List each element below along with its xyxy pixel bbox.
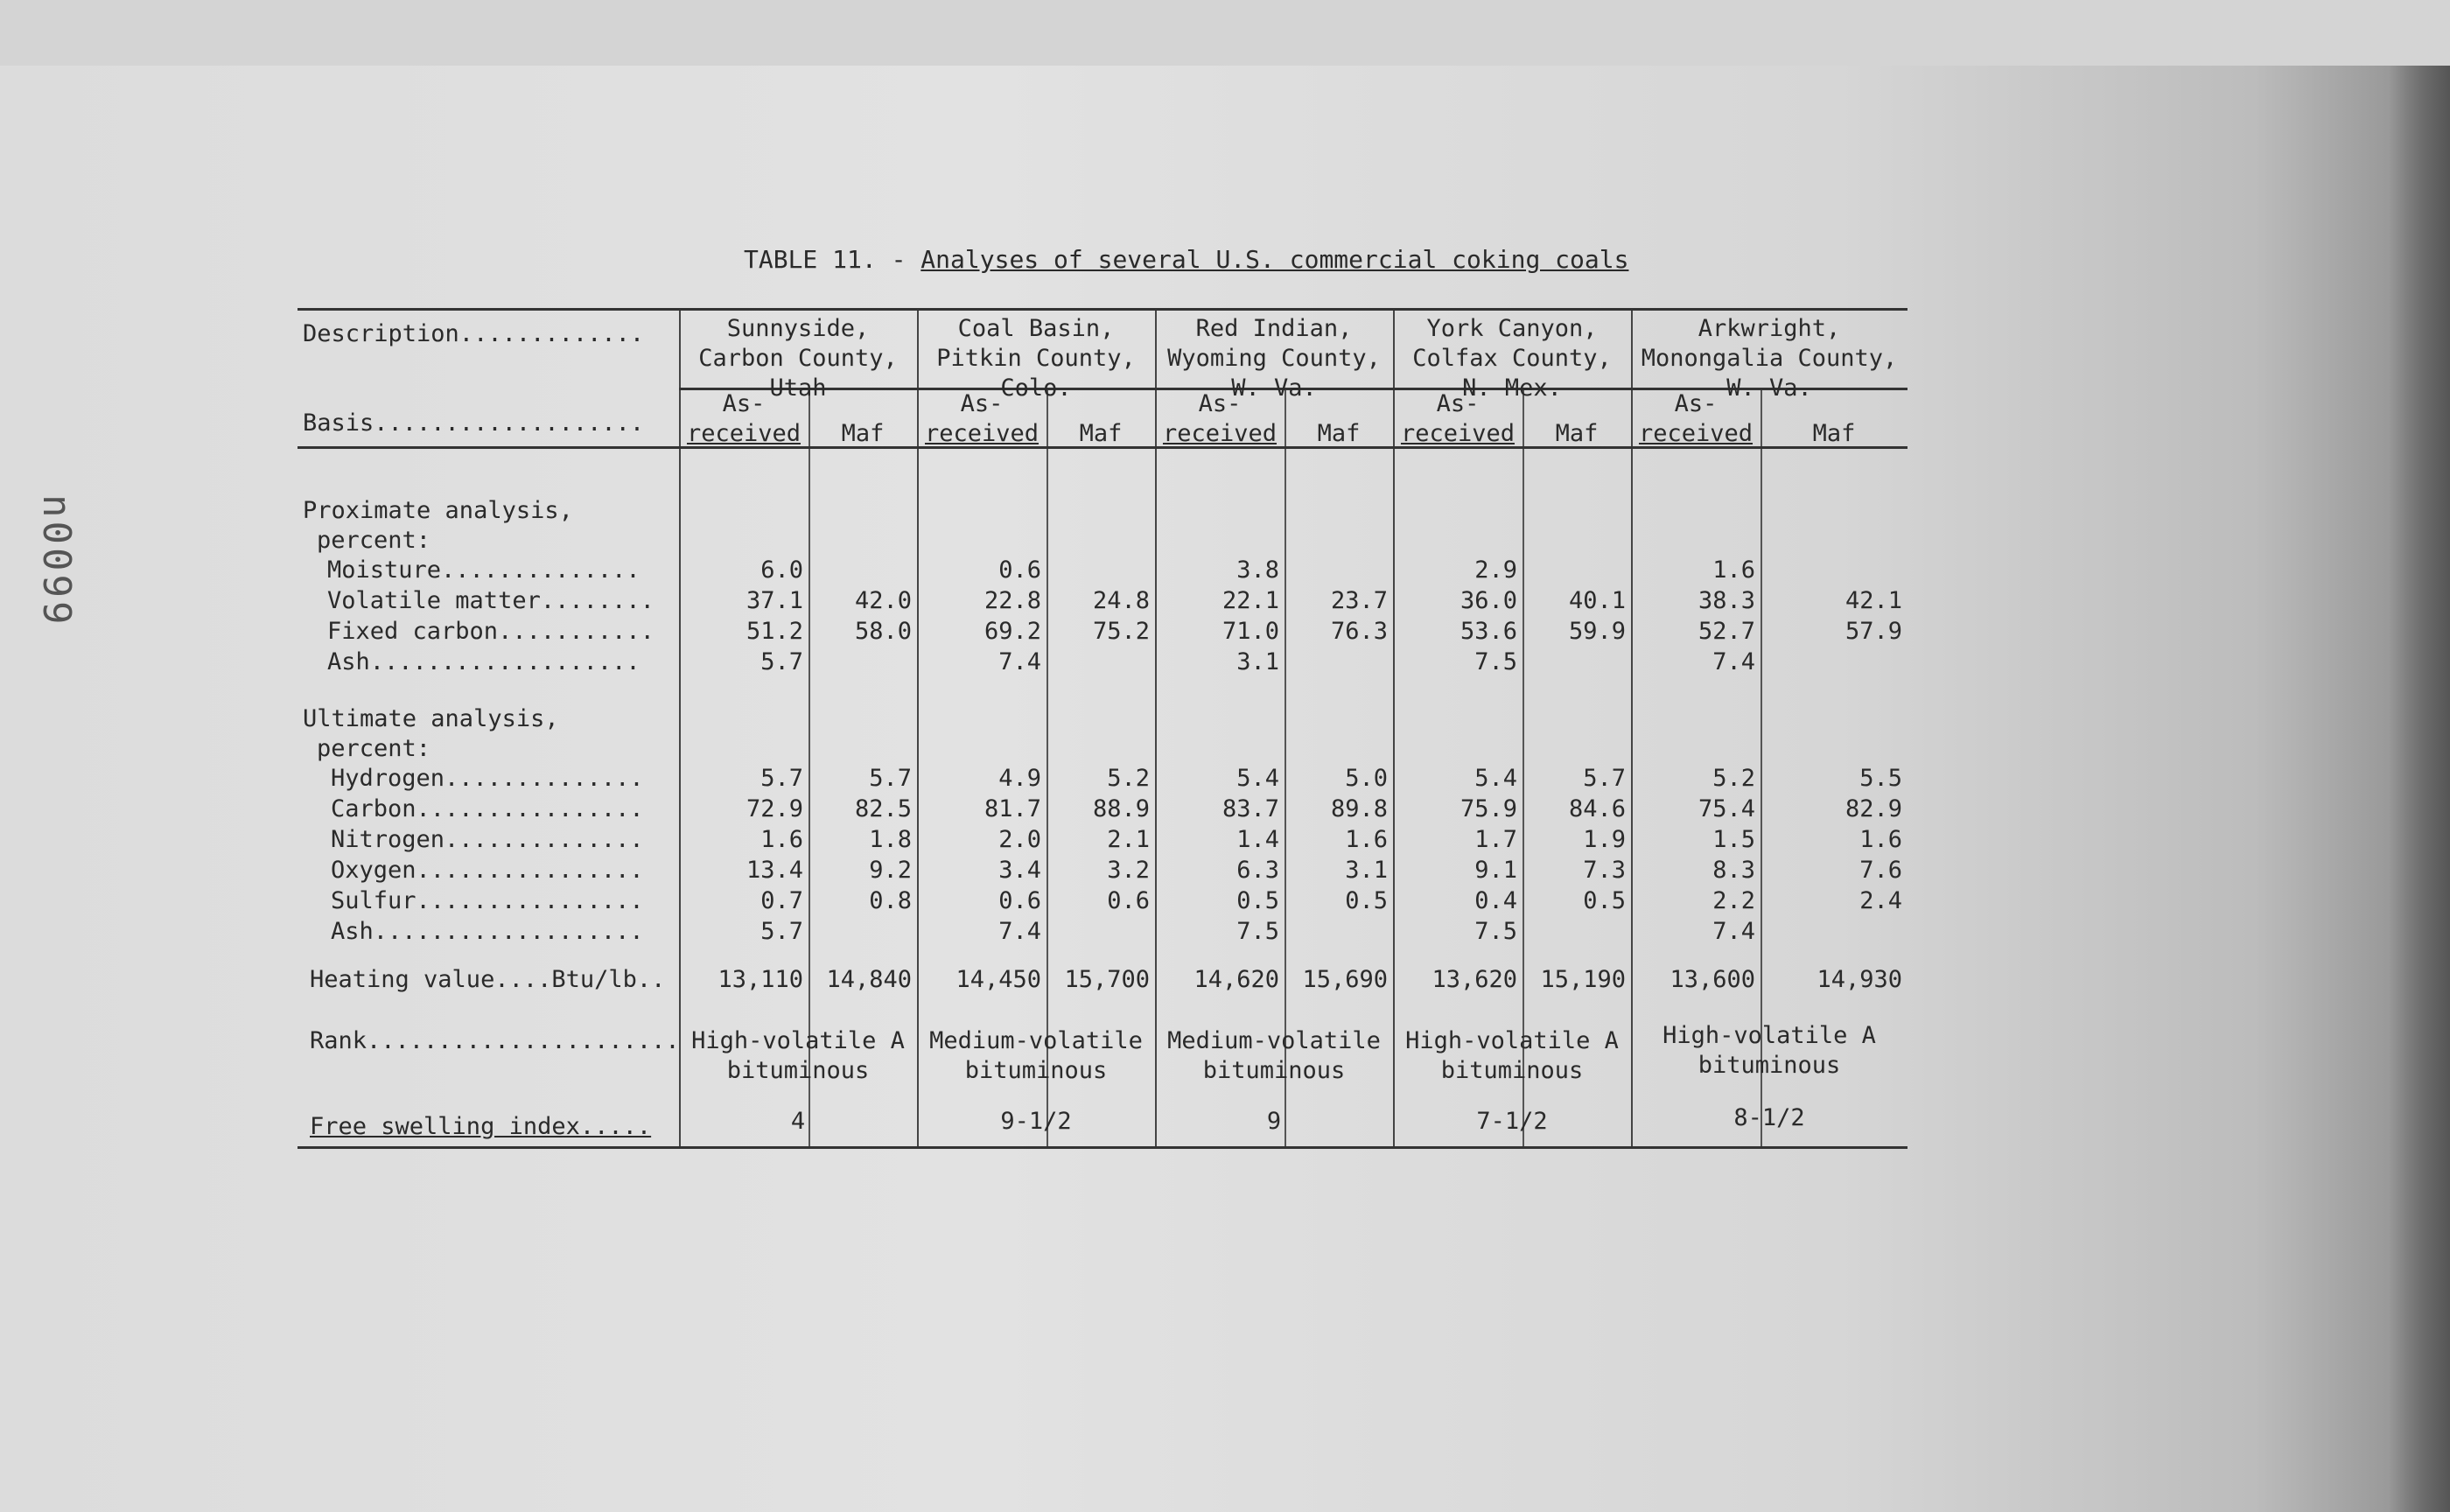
value-cell-hydrogen: 5.4 (1236, 765, 1279, 792)
basis-maf: Maf (1079, 420, 1123, 447)
value-cell-oxygen: 3.2 (1107, 857, 1150, 884)
value-cell-sulfur: 0.7 (760, 887, 803, 914)
value-cell-carbon: 75.4 (1698, 795, 1755, 822)
value-cell-ash-ult: 7.5 (1474, 918, 1517, 945)
basis-as-received: As- received (924, 390, 1040, 447)
value-cell-oxygen: 13.4 (746, 857, 803, 884)
value-cell-moisture: 1.6 (1712, 556, 1755, 584)
rank-value: High-volatile A bituminous (691, 1027, 905, 1084)
value-cell-hydrogen: 4.9 (998, 765, 1041, 792)
value-cell-nitrogen: 1.6 (1345, 826, 1388, 853)
coal-header-sunnyside: Sunnyside, Carbon County, Utah (698, 315, 898, 402)
value-cell-ash-prox: 5.7 (760, 648, 803, 676)
value-cell-carbon: 75.9 (1460, 795, 1517, 822)
row-label-moisture: Moisture.............. (327, 556, 640, 584)
value-cell-nitrogen: 1.8 (869, 826, 912, 853)
value-cell-fixed-carbon: 71.0 (1222, 618, 1279, 645)
value-cell-ash-prox: 3.1 (1236, 648, 1279, 676)
value-cell-carbon: 81.7 (984, 795, 1041, 822)
value-cell-heating: 13,110 (718, 966, 803, 993)
value-cell-carbon: 72.9 (746, 795, 803, 822)
value-cell-oxygen: 7.3 (1583, 857, 1626, 884)
row-label-fixed-carbon: Fixed carbon........... (327, 618, 654, 645)
coal-header-arkwright: Arkwright, Monongalia County, W. Va. (1641, 315, 1898, 402)
value-cell-ash-prox: 7.4 (1712, 648, 1755, 676)
value-cell-heating: 14,620 (1194, 966, 1279, 993)
coal-analysis-table (298, 308, 1908, 1149)
value-cell-sulfur: 2.4 (1859, 887, 1902, 914)
value-cell-nitrogen: 1.6 (760, 826, 803, 853)
proximate-percent-label: percent: (317, 527, 431, 554)
row-label-nitrogen: Nitrogen.............. (331, 826, 644, 853)
value-cell-oxygen: 3.1 (1345, 857, 1388, 884)
basis-maf: Maf (1812, 420, 1856, 447)
basis-as-received: As- received (1638, 390, 1754, 447)
value-cell-volatile: 37.1 (746, 587, 803, 614)
value-cell-ash-ult: 7.4 (998, 918, 1041, 945)
value-cell-fixed-carbon: 53.6 (1460, 618, 1517, 645)
value-cell-nitrogen: 1.7 (1474, 826, 1517, 853)
table-caption: Analyses of several U.S. commercial coking coals (920, 245, 1629, 274)
swelling-label: Free swelling index..... (310, 1113, 652, 1140)
value-cell-volatile: 42.0 (854, 587, 912, 614)
value-cell-oxygen: 9.1 (1474, 857, 1517, 884)
basis-as-received: As- received (686, 390, 802, 447)
value-cell-hydrogen: 5.5 (1859, 765, 1902, 792)
value-cell-ash-ult: 7.5 (1236, 918, 1279, 945)
row-label-hydrogen: Hydrogen.............. (331, 765, 644, 792)
value-cell-sulfur: 2.2 (1712, 887, 1755, 914)
basis-as-received: As- received (1400, 390, 1516, 447)
page-edge-shadow (2389, 66, 2450, 1512)
row-label-heating: Heating value....Btu/lb.. (310, 966, 666, 993)
value-cell-moisture: 2.9 (1474, 556, 1517, 584)
swelling-value: 9-1/2 (1000, 1108, 1072, 1135)
archive-stamp: n0099 (34, 494, 79, 628)
coal-header-york-canyon: York Canyon, Colfax County, N. Mex. (1412, 315, 1612, 402)
value-cell-volatile: 22.8 (984, 587, 1041, 614)
value-cell-heating: 13,620 (1432, 966, 1517, 993)
value-cell-sulfur: 0.4 (1474, 887, 1517, 914)
rank-value: Medium-volatile bituminous (1167, 1027, 1381, 1084)
table-number: TABLE 11. - (744, 245, 921, 274)
basis-label: Basis................... (303, 410, 645, 437)
value-cell-oxygen: 6.3 (1236, 857, 1279, 884)
value-cell-ash-ult: 7.4 (1712, 918, 1755, 945)
swelling-value: 9 (1266, 1108, 1282, 1135)
rank-label: Rank...................... (310, 1027, 680, 1054)
row-label-ash-ult: Ash................... (331, 918, 644, 945)
value-cell-fixed-carbon: 51.2 (746, 618, 803, 645)
value-cell-oxygen: 8.3 (1712, 857, 1755, 884)
row-label-sulfur: Sulfur................ (331, 887, 644, 914)
value-cell-fixed-carbon: 57.9 (1844, 618, 1902, 645)
value-cell-carbon: 89.8 (1330, 795, 1388, 822)
basis-maf: Maf (1317, 420, 1361, 447)
value-cell-oxygen: 9.2 (869, 857, 912, 884)
value-cell-nitrogen: 1.6 (1859, 826, 1902, 853)
value-cell-carbon: 82.9 (1844, 795, 1902, 822)
table-title (744, 245, 1628, 274)
value-cell-hydrogen: 5.2 (1107, 765, 1150, 792)
value-cell-hydrogen: 5.4 (1474, 765, 1517, 792)
value-cell-sulfur: 0.5 (1583, 887, 1626, 914)
ultimate-section-label: Ultimate analysis, (303, 705, 559, 732)
value-cell-fixed-carbon: 58.0 (854, 618, 912, 645)
value-cell-volatile: 40.1 (1568, 587, 1626, 614)
value-cell-hydrogen: 5.0 (1345, 765, 1388, 792)
value-cell-nitrogen: 1.4 (1236, 826, 1279, 853)
value-cell-nitrogen: 2.1 (1107, 826, 1150, 853)
value-cell-volatile: 38.3 (1698, 587, 1755, 614)
swelling-value: 8-1/2 (1733, 1104, 1805, 1131)
value-cell-fixed-carbon: 75.2 (1092, 618, 1150, 645)
swelling-value: 7-1/2 (1476, 1108, 1548, 1135)
coal-header-red-indian: Red Indian, Wyoming County, W. Va. (1167, 315, 1381, 402)
value-cell-nitrogen: 1.9 (1583, 826, 1626, 853)
value-cell-sulfur: 0.5 (1236, 887, 1279, 914)
value-cell-heating: 15,190 (1540, 966, 1626, 993)
value-cell-carbon: 88.9 (1092, 795, 1150, 822)
value-cell-moisture: 3.8 (1236, 556, 1279, 584)
value-cell-sulfur: 0.5 (1345, 887, 1388, 914)
row-label-volatile: Volatile matter........ (327, 587, 654, 614)
value-cell-heating: 15,690 (1302, 966, 1388, 993)
row-label-oxygen: Oxygen................ (331, 857, 644, 884)
value-cell-heating: 15,700 (1064, 966, 1150, 993)
row-label-ash-prox: Ash................... (327, 648, 640, 676)
value-cell-carbon: 82.5 (854, 795, 912, 822)
value-cell-moisture: 0.6 (998, 556, 1041, 584)
rank-value: High-volatile A bituminous (1405, 1027, 1619, 1084)
value-cell-fixed-carbon: 69.2 (984, 618, 1041, 645)
value-cell-volatile: 22.1 (1222, 587, 1279, 614)
value-cell-hydrogen: 5.7 (760, 765, 803, 792)
proximate-section-label: Proximate analysis, (303, 497, 573, 524)
value-cell-heating: 14,930 (1816, 966, 1902, 993)
value-cell-volatile: 42.1 (1844, 587, 1902, 614)
value-cell-moisture: 6.0 (760, 556, 803, 584)
row-label-carbon: Carbon................ (331, 795, 644, 822)
value-cell-nitrogen: 2.0 (998, 826, 1041, 853)
value-cell-nitrogen: 1.5 (1712, 826, 1755, 853)
rank-value: High-volatile A bituminous (1662, 1022, 1876, 1079)
value-cell-heating: 13,600 (1670, 966, 1755, 993)
value-cell-fixed-carbon: 59.9 (1568, 618, 1626, 645)
value-cell-fixed-carbon: 52.7 (1698, 618, 1755, 645)
value-cell-volatile: 23.7 (1330, 587, 1388, 614)
value-cell-sulfur: 0.6 (998, 887, 1041, 914)
value-cell-ash-prox: 7.5 (1474, 648, 1517, 676)
coal-header-coal-basin: Coal Basin, Pitkin County, Colo. (936, 315, 1136, 402)
value-cell-hydrogen: 5.2 (1712, 765, 1755, 792)
value-cell-carbon: 84.6 (1568, 795, 1626, 822)
value-cell-fixed-carbon: 76.3 (1330, 618, 1388, 645)
value-cell-sulfur: 0.8 (869, 887, 912, 914)
description-label: Description............. (303, 320, 645, 347)
ultimate-percent-label: percent: (317, 735, 431, 762)
value-cell-volatile: 36.0 (1460, 587, 1517, 614)
basis-maf: Maf (841, 420, 885, 447)
value-cell-oxygen: 3.4 (998, 857, 1041, 884)
swelling-value: 4 (790, 1108, 806, 1135)
basis-maf: Maf (1555, 420, 1599, 447)
value-cell-heating: 14,450 (956, 966, 1041, 993)
value-cell-carbon: 83.7 (1222, 795, 1279, 822)
rank-value: Medium-volatile bituminous (929, 1027, 1143, 1084)
value-cell-oxygen: 7.6 (1859, 857, 1902, 884)
value-cell-ash-prox: 7.4 (998, 648, 1041, 676)
value-cell-sulfur: 0.6 (1107, 887, 1150, 914)
basis-as-received: As- received (1162, 390, 1278, 447)
value-cell-ash-ult: 5.7 (760, 918, 803, 945)
value-cell-volatile: 24.8 (1092, 587, 1150, 614)
value-cell-hydrogen: 5.7 (869, 765, 912, 792)
value-cell-heating: 14,840 (826, 966, 912, 993)
value-cell-hydrogen: 5.7 (1583, 765, 1626, 792)
